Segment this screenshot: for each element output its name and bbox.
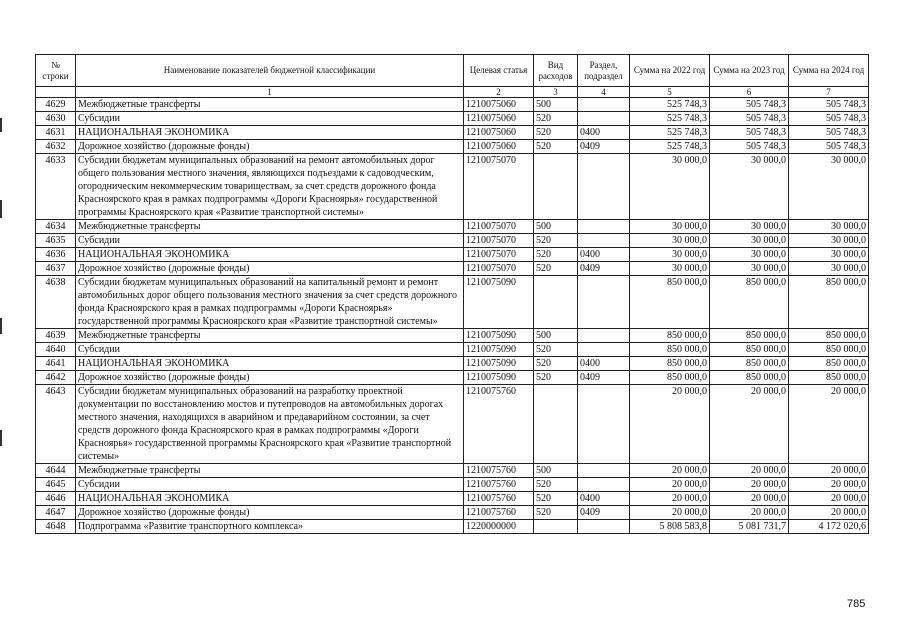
target-item: 1210075090 — [464, 357, 534, 371]
sum-2023: 850 000,0 — [710, 357, 789, 371]
expense-type: 520 — [534, 234, 578, 248]
target-item: 1220000000 — [464, 520, 534, 534]
expense-type: 520 — [534, 357, 578, 371]
expense-type: 500 — [534, 464, 578, 478]
target-item: 1210075060 — [464, 112, 534, 126]
table-body — [36, 98, 869, 534]
table-row — [36, 248, 869, 262]
indicator-name: Межбюджетные трансферты — [76, 98, 464, 112]
sum-2023: 850 000,0 — [710, 276, 789, 329]
scan-margin-mark — [0, 430, 2, 446]
table-row — [36, 98, 869, 112]
target-item: 1210075760 — [464, 478, 534, 492]
target-item: 1210075060 — [464, 140, 534, 154]
sum-2022: 850 000,0 — [630, 357, 710, 371]
header-section: Раздел, подраздел — [578, 55, 630, 87]
sum-2024: 850 000,0 — [789, 329, 869, 343]
expense-type: 520 — [534, 112, 578, 126]
sum-2023: 850 000,0 — [710, 343, 789, 357]
target-item: 1210075760 — [464, 385, 534, 464]
section-code — [578, 478, 630, 492]
row-number: 4640 — [36, 343, 76, 357]
header-name: Наименование показателей бюджетной классификации — [76, 55, 464, 87]
row-number: 4643 — [36, 385, 76, 464]
sum-2023: 505 748,3 — [710, 98, 789, 112]
indicator-name: Субсидии — [76, 234, 464, 248]
indicator-name: Субсидии — [76, 112, 464, 126]
sum-2023: 20 000,0 — [710, 492, 789, 506]
indicator-name: Субсидии бюджетам муниципальных образований на разработку проектной документации по восстановлению мостов и путепроводов на автомобильных дорогах местного значения, находящихся в аварийном и предаварийном состоянии, за счет средств дорожного фонда Красноярского края в рамках подпрограммы «Дороги Красноярья» государственной программы Красноярского края «Развитие транспортной системы» — [76, 385, 464, 464]
sum-2023: 20 000,0 — [710, 506, 789, 520]
section-code — [578, 464, 630, 478]
sum-2022: 30 000,0 — [630, 248, 710, 262]
section-code: 0409 — [578, 371, 630, 385]
section-code — [578, 98, 630, 112]
row-number: 4647 — [36, 506, 76, 520]
column-number: 7 — [789, 87, 869, 98]
sum-2022: 20 000,0 — [630, 385, 710, 464]
indicator-name: НАЦИОНАЛЬНАЯ ЭКОНОМИКА — [76, 126, 464, 140]
header-sum-2023: Сумма на 2023 год — [710, 55, 789, 87]
section-code — [578, 220, 630, 234]
section-code: 0400 — [578, 492, 630, 506]
row-number: 4632 — [36, 140, 76, 154]
header-sum-2024: Сумма на 2024 год — [789, 55, 869, 87]
page-number: 785 — [847, 598, 866, 610]
target-item: 1210075070 — [464, 220, 534, 234]
expense-type: 520 — [534, 126, 578, 140]
table-row — [36, 140, 869, 154]
sum-2022: 525 748,3 — [630, 140, 710, 154]
table-row — [36, 154, 869, 220]
row-number: 4630 — [36, 112, 76, 126]
sum-2023: 505 748,3 — [710, 126, 789, 140]
table-row — [36, 478, 869, 492]
scan-margin-mark — [0, 118, 2, 132]
table-row — [36, 329, 869, 343]
row-number: 4641 — [36, 357, 76, 371]
expense-type: 520 — [534, 371, 578, 385]
table-row — [36, 126, 869, 140]
indicator-name: Дорожное хозяйство (дорожные фонды) — [76, 140, 464, 154]
sum-2024: 20 000,0 — [789, 492, 869, 506]
row-number: 4633 — [36, 154, 76, 220]
indicator-name: Межбюджетные трансферты — [76, 220, 464, 234]
section-code — [578, 154, 630, 220]
sum-2022: 850 000,0 — [630, 276, 710, 329]
expense-type — [534, 276, 578, 329]
row-number: 4645 — [36, 478, 76, 492]
column-number: 4 — [578, 87, 630, 98]
sum-2022: 20 000,0 — [630, 492, 710, 506]
table-row — [36, 506, 869, 520]
sum-2022: 525 748,3 — [630, 112, 710, 126]
expense-type: 520 — [534, 478, 578, 492]
column-number: 2 — [464, 87, 534, 98]
table-row — [36, 276, 869, 329]
indicator-name: Межбюджетные трансферты — [76, 464, 464, 478]
indicator-name: НАЦИОНАЛЬНАЯ ЭКОНОМИКА — [76, 492, 464, 506]
table-row — [36, 464, 869, 478]
sum-2024: 505 748,3 — [789, 112, 869, 126]
indicator-name: Субсидии бюджетам муниципальных образований на ремонт автомобильных дорог общего пользования местного значения, являющихся подъездами к садоводческим, огородническим некоммерческим товариществам, за счет средств дорожного фонда Красноярского края в рамках подпрограммы «Дороги Красноярья» государственной программы Красноярского края «Развитие транспортной системы» — [76, 154, 464, 220]
sum-2023: 505 748,3 — [710, 112, 789, 126]
section-code — [578, 343, 630, 357]
target-item: 1210075070 — [464, 154, 534, 220]
sum-2022: 850 000,0 — [630, 343, 710, 357]
sum-2024: 20 000,0 — [789, 385, 869, 464]
section-code: 0409 — [578, 506, 630, 520]
expense-type — [534, 154, 578, 220]
sum-2024: 850 000,0 — [789, 276, 869, 329]
sum-2022: 20 000,0 — [630, 506, 710, 520]
sum-2024: 505 748,3 — [789, 98, 869, 112]
sum-2022: 30 000,0 — [630, 234, 710, 248]
sum-2024: 850 000,0 — [789, 371, 869, 385]
table-header-row — [36, 55, 869, 87]
sum-2023: 20 000,0 — [710, 385, 789, 464]
table-row — [36, 357, 869, 371]
column-number-row — [36, 87, 869, 98]
indicator-name: Дорожное хозяйство (дорожные фонды) — [76, 506, 464, 520]
expense-type: 520 — [534, 343, 578, 357]
row-number: 4642 — [36, 371, 76, 385]
row-number: 4638 — [36, 276, 76, 329]
indicator-name: Межбюджетные трансферты — [76, 329, 464, 343]
table-row — [36, 220, 869, 234]
expense-type: 500 — [534, 98, 578, 112]
sum-2024: 30 000,0 — [789, 154, 869, 220]
sum-2023: 30 000,0 — [710, 234, 789, 248]
section-code: 0400 — [578, 357, 630, 371]
section-code — [578, 234, 630, 248]
target-item: 1210075760 — [464, 464, 534, 478]
sum-2024: 20 000,0 — [789, 478, 869, 492]
section-code — [578, 276, 630, 329]
section-code — [578, 520, 630, 534]
target-item: 1210075090 — [464, 371, 534, 385]
table-row — [36, 112, 869, 126]
section-code: 0400 — [578, 248, 630, 262]
expense-type: 520 — [534, 262, 578, 276]
sum-2023: 850 000,0 — [710, 329, 789, 343]
row-number: 4637 — [36, 262, 76, 276]
row-number: 4629 — [36, 98, 76, 112]
sum-2024: 30 000,0 — [789, 262, 869, 276]
sum-2024: 30 000,0 — [789, 234, 869, 248]
sum-2023: 20 000,0 — [710, 478, 789, 492]
table-row — [36, 492, 869, 506]
target-item: 1210075760 — [464, 506, 534, 520]
budget-table — [35, 54, 869, 534]
sum-2023: 30 000,0 — [710, 154, 789, 220]
sum-2024: 850 000,0 — [789, 357, 869, 371]
expense-type: 520 — [534, 248, 578, 262]
section-code — [578, 385, 630, 464]
target-item: 1210075090 — [464, 329, 534, 343]
indicator-name: НАЦИОНАЛЬНАЯ ЭКОНОМИКА — [76, 248, 464, 262]
row-number: 4635 — [36, 234, 76, 248]
sum-2024: 505 748,3 — [789, 140, 869, 154]
target-item: 1210075060 — [464, 98, 534, 112]
header-sum-2022: Сумма на 2022 год — [630, 55, 710, 87]
table-row — [36, 343, 869, 357]
expense-type — [534, 520, 578, 534]
expense-type: 520 — [534, 506, 578, 520]
sum-2022: 5 808 583,8 — [630, 520, 710, 534]
row-number: 4648 — [36, 520, 76, 534]
sum-2022: 525 748,3 — [630, 98, 710, 112]
indicator-name: Субсидии бюджетам муниципальных образований на капитальный ремонт и ремонт автомобильных дорог общего пользования местного значения за счет средств дорожного фонда Красноярского края в рамках подпрограммы «Дороги Красноярья» государственной программы Красноярского края «Развитие транспортной системы» — [76, 276, 464, 329]
sum-2023: 30 000,0 — [710, 248, 789, 262]
table-row — [36, 371, 869, 385]
indicator-name: Подпрограмма «Развитие транспортного комплекса» — [76, 520, 464, 534]
section-code — [578, 329, 630, 343]
header-target-item: Целевая статья — [464, 55, 534, 87]
sum-2023: 30 000,0 — [710, 220, 789, 234]
target-item: 1210075070 — [464, 248, 534, 262]
column-number: 1 — [76, 87, 464, 98]
row-number: 4634 — [36, 220, 76, 234]
sum-2022: 30 000,0 — [630, 154, 710, 220]
sum-2022: 850 000,0 — [630, 329, 710, 343]
section-code: 0409 — [578, 140, 630, 154]
table-row — [36, 385, 869, 464]
expense-type — [534, 385, 578, 464]
row-number: 4631 — [36, 126, 76, 140]
sum-2023: 505 748,3 — [710, 140, 789, 154]
sum-2023: 5 081 731,7 — [710, 520, 789, 534]
sum-2022: 20 000,0 — [630, 478, 710, 492]
target-item: 1210075090 — [464, 276, 534, 329]
column-number — [36, 87, 76, 98]
target-item: 1210075070 — [464, 262, 534, 276]
header-expense-type: Вид расходов — [534, 55, 578, 87]
sum-2023: 20 000,0 — [710, 464, 789, 478]
target-item: 1210075760 — [464, 492, 534, 506]
sum-2022: 850 000,0 — [630, 371, 710, 385]
section-code: 0409 — [578, 262, 630, 276]
row-number: 4644 — [36, 464, 76, 478]
scan-margin-mark — [0, 200, 2, 218]
column-number: 5 — [630, 87, 710, 98]
indicator-name: Субсидии — [76, 343, 464, 357]
row-number: 4639 — [36, 329, 76, 343]
expense-type: 500 — [534, 220, 578, 234]
section-code — [578, 112, 630, 126]
scan-margin-mark — [0, 318, 2, 334]
indicator-name: НАЦИОНАЛЬНАЯ ЭКОНОМИКА — [76, 357, 464, 371]
column-number: 6 — [710, 87, 789, 98]
sum-2022: 20 000,0 — [630, 464, 710, 478]
target-item: 1210075060 — [464, 126, 534, 140]
sum-2024: 4 172 020,6 — [789, 520, 869, 534]
table-row — [36, 234, 869, 248]
sum-2024: 30 000,0 — [789, 248, 869, 262]
sum-2024: 20 000,0 — [789, 464, 869, 478]
expense-type: 500 — [534, 329, 578, 343]
indicator-name: Субсидии — [76, 478, 464, 492]
column-number: 3 — [534, 87, 578, 98]
sum-2022: 30 000,0 — [630, 220, 710, 234]
target-item: 1210075070 — [464, 234, 534, 248]
indicator-name: Дорожное хозяйство (дорожные фонды) — [76, 371, 464, 385]
budget-document — [35, 54, 869, 534]
expense-type: 520 — [534, 140, 578, 154]
row-number: 4646 — [36, 492, 76, 506]
sum-2023: 30 000,0 — [710, 262, 789, 276]
sum-2022: 30 000,0 — [630, 262, 710, 276]
sum-2024: 850 000,0 — [789, 343, 869, 357]
sum-2024: 20 000,0 — [789, 506, 869, 520]
header-row-no: № строки — [36, 55, 76, 87]
expense-type: 520 — [534, 492, 578, 506]
sum-2024: 30 000,0 — [789, 220, 869, 234]
table-row — [36, 520, 869, 534]
sum-2023: 850 000,0 — [710, 371, 789, 385]
sum-2024: 505 748,3 — [789, 126, 869, 140]
sum-2022: 525 748,3 — [630, 126, 710, 140]
indicator-name: Дорожное хозяйство (дорожные фонды) — [76, 262, 464, 276]
table-row — [36, 262, 869, 276]
target-item: 1210075090 — [464, 343, 534, 357]
row-number: 4636 — [36, 248, 76, 262]
section-code: 0400 — [578, 126, 630, 140]
